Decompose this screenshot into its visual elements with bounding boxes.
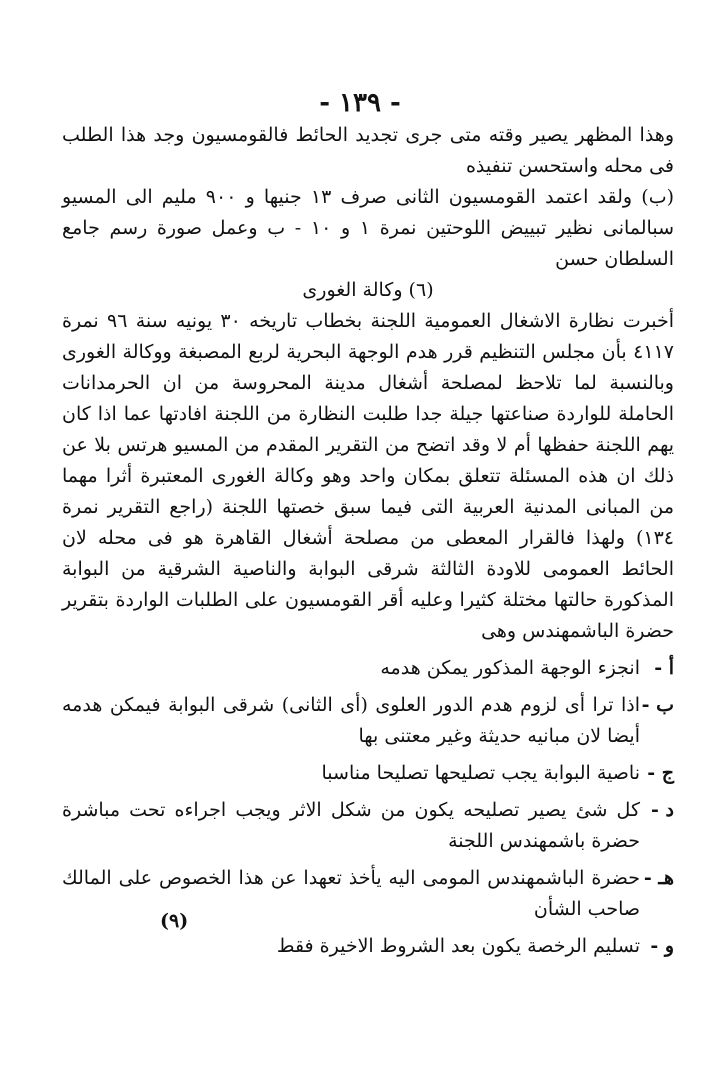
item-letter: أ - [654, 657, 674, 679]
document-body [62, 120, 674, 962]
list-item [62, 690, 674, 752]
item-text: حضرة الباشمهندس المومى اليه يأخذ تعهدا عن هذا الخصوص على المالك صاحب الشأن [62, 867, 640, 920]
paragraph-main: أخبرت نظارة الاشغال العمومية اللجنة بخطاب تاريخه ٣٠ يونيه سنة ٩٦ نمرة ٤١١٧ بأن مجلس التنظيم قرر هدم الوجهة البحرية لربع المصبغة ووكالة الغورى وبالنسبة لما تلاحظ لمصلحة أشغال مدينة المحروسة من ان الحرمدانات الحاملة للواردة صناعتها جيلة جدا طلبت النظارة من اللجنة افادتها عما اذا كان يهم اللجنة حفظها أم لا وقد اتضح من التقرير المقدم من المسيو هرتس بلا عن ذلك ان هذه المسئلة تتعلق بمكان واحد وهو وكالة الغورى المعتبرة أثرا مهما من المبانى المدنية العربية التى فيما سبق خصتها اللجنة (راجع التقرير نمرة ١٣٤) ولهذا فالقرار المعطى من مصلحة أشغال القاهرة هو فى محله لان الحائط العمومى للاودة الثالثة شرقى البوابة والناصية الشرقية من البوابة المذكورة حالتها مختلة كثيرا وعليه أقر القومسيون على الطلبات الواردة بتقرير حضرة الباشمهندس وهى [62, 310, 674, 642]
item-letter: ب - [641, 694, 674, 716]
item-text: تسليم الرخصة يكون بعد الشروط الاخيرة فقط [276, 935, 640, 957]
footnote-marker: (٩) [160, 910, 189, 932]
list-item [62, 863, 674, 925]
paragraph-b: (ب) ولقد اعتمد القومسيون الثانى صرف ١٣ جنيها و ٩٠٠ مليم الى المسيو سبالمانى نظير تبييض اللوحتين نمرة ١ و ١٠ - ب وعمل صورة رسم جامع السلطان حسن [62, 186, 674, 270]
section-heading: (٦) وكالة الغورى [302, 279, 434, 301]
list-item [62, 795, 674, 857]
list-item [62, 758, 674, 789]
items-list [62, 653, 674, 962]
item-text: كل شئ يصير تصليحه يكون من شكل الاثر ويجب اجراءه تحت مباشرة حضرة باشمهندس اللجنة [62, 799, 640, 852]
item-letter: د - [651, 799, 674, 821]
item-text: ناصية البوابة يجب تصليحها تصليحا مناسبا [321, 762, 640, 784]
item-letter: و - [650, 935, 674, 957]
paragraph-intro: وهذا المظهر يصير وقته متى جرى تجديد الحائط فالقومسيون وجد هذا الطلب فى محله واستحسن تنفيذه [62, 124, 674, 177]
list-item [62, 653, 674, 684]
item-letter: هـ - [643, 867, 674, 889]
item-letter: ج - [647, 762, 674, 784]
list-item [62, 931, 674, 962]
item-text: اذا ترا أى لزوم هدم الدور العلوى (أى الثانى) شرقى البوابة فيمكن هدمه أيضا لان مبانيه حديثة وغير معتنى بها [62, 694, 640, 747]
item-text: انجزء الوجهة المذكور يمكن هدمه [380, 657, 640, 679]
page-number: - ١٣٩ - [319, 88, 401, 118]
